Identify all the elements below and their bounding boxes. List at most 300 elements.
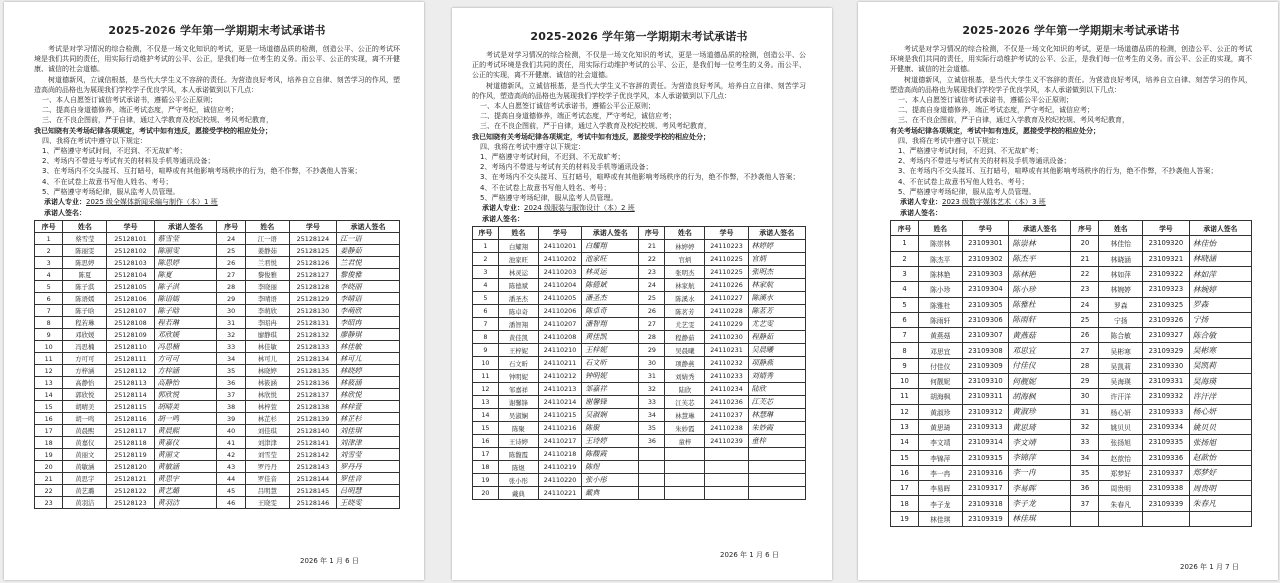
- table-cell: 25128111: [107, 353, 154, 365]
- signature-cell: 林如萍: [1189, 266, 1251, 281]
- signature-cell: 林梓萱: [337, 401, 400, 413]
- table-cell: 23109307: [962, 328, 1009, 343]
- signature-cell: 林晓婷: [337, 365, 400, 377]
- table-row: [35, 305, 400, 317]
- table-row: [891, 251, 1252, 266]
- signature-cell: 潘智翔: [582, 318, 639, 331]
- signature-cell: 杨心妍: [1189, 404, 1251, 419]
- signature-cell: 陈子淇: [154, 281, 217, 293]
- table-cell: 33: [1071, 435, 1099, 450]
- table-cell: 陈杰平: [919, 251, 963, 266]
- table-cell: 26: [1071, 328, 1099, 343]
- table-cell: 8: [473, 331, 499, 344]
- table-cell: 姜静茹: [245, 245, 289, 257]
- table-row: [891, 389, 1252, 404]
- table-cell: 林可儿: [245, 353, 289, 365]
- table-cell: 蔡雪莹: [63, 233, 107, 245]
- discipline-warning: 我已知晓有关考场纪律各项规定，考试中如有违反，愿接受学校的相应处分；: [472, 132, 710, 141]
- table-cell: [1099, 511, 1143, 526]
- table-cell: 8: [35, 317, 63, 329]
- table-cell: 27: [1071, 343, 1099, 358]
- table-row: [473, 448, 806, 461]
- table-cell: 30: [1071, 389, 1099, 404]
- signature-cell: 陈夏: [154, 269, 217, 281]
- rules-heading: 四、我将在考试中遵守以下规定：: [42, 136, 147, 145]
- table-cell: [639, 487, 665, 500]
- table-row: [891, 419, 1252, 434]
- table-row: [35, 365, 400, 377]
- table-cell: 戴典: [498, 487, 538, 500]
- table-cell: 24110211: [539, 357, 582, 370]
- signature-cell: 王梓妮: [582, 344, 639, 357]
- signature-cell: 付佳仪: [1009, 358, 1071, 373]
- table-cell: 24110234: [705, 383, 748, 396]
- table-cell: 林慧琳: [665, 409, 705, 422]
- column-header: 承诺人签名: [748, 227, 805, 240]
- rule-item: 1、严格遵守考试时间，不迟到、不无故旷考；: [480, 153, 625, 162]
- document-title: 2025-2026 学年第一学期期末考试承诺书: [962, 24, 1180, 37]
- table-cell: 7: [35, 305, 63, 317]
- table-row: [891, 358, 1252, 373]
- table-cell: 23109323: [1143, 282, 1190, 297]
- table-cell: 29: [1071, 374, 1099, 389]
- table-cell: 高静怡: [63, 377, 107, 389]
- table-row: [891, 282, 1252, 297]
- table-cell: 25128122: [107, 485, 154, 497]
- signature-cell: 吴晨曦: [748, 344, 805, 357]
- table-cell: 赵歆怡: [1099, 450, 1143, 465]
- table-cell: 陈小珍: [919, 282, 963, 297]
- table-cell: 23109336: [1143, 450, 1190, 465]
- table-row: [891, 343, 1252, 358]
- signature-cell: 李文靖: [1009, 435, 1071, 450]
- signature-cell: 白耀翔: [582, 240, 639, 253]
- table-cell: 6: [891, 312, 919, 327]
- column-header: 序号: [639, 227, 665, 240]
- signature-cell: 廖静琪: [337, 329, 400, 341]
- commitment-sheet-2: [452, 8, 832, 580]
- table-cell: 郑梦好: [1099, 465, 1143, 480]
- table-cell: 23109308: [962, 343, 1009, 358]
- table-cell: 36: [1071, 481, 1099, 496]
- signature-cell: 黄艺璐: [154, 485, 217, 497]
- signature-label: 承诺人签名：: [44, 209, 86, 218]
- table-cell: 陆欣: [665, 383, 705, 396]
- table-cell: 34: [639, 409, 665, 422]
- rule-item: 1、严格遵守考试时间，不迟到、不无故旷考；: [898, 147, 1043, 156]
- table-cell: 陈夏: [63, 269, 107, 281]
- table-cell: 6: [473, 305, 499, 318]
- table-cell: 吴晨曦: [665, 344, 705, 357]
- rule-item: 3、在考场内不交头接耳、互打暗号，喧哗或有其他影响考场秩序的行为，绝不作弊，不抄袭他人答案；: [898, 167, 1218, 176]
- table-cell: 谢馨锋: [498, 396, 538, 409]
- table-cell: 19: [35, 449, 63, 461]
- signature-cell: 方可可: [154, 353, 217, 365]
- table-cell: 24110226: [705, 279, 748, 292]
- signature-cell: 钟明妮: [582, 370, 639, 383]
- table-cell: 25128107: [107, 305, 154, 317]
- table-cell: 24110227: [705, 292, 748, 305]
- table-cell: 25128125: [289, 245, 336, 257]
- signature-cell: 黄燕菇: [1009, 328, 1071, 343]
- table-cell: 陈聚: [498, 422, 538, 435]
- table-cell: 23109329: [1143, 343, 1190, 358]
- table-cell: 25128143: [289, 461, 336, 473]
- table-cell: 24110220: [539, 474, 582, 487]
- table-cell: 23109325: [1143, 297, 1190, 312]
- rules-heading: 四、我将在考试中遵守以下规定：: [480, 142, 585, 151]
- signature-cell: [1189, 511, 1251, 526]
- table-row: [35, 269, 400, 281]
- table-row: [473, 370, 806, 383]
- table-cell: 30: [639, 357, 665, 370]
- table-cell: 23109306: [962, 312, 1009, 327]
- rule-item: 5、严格遵守考场纪律，服从监考人员管理。: [42, 187, 180, 196]
- signature-cell: 林晓涵: [1189, 251, 1251, 266]
- table-row: [473, 344, 806, 357]
- signature-cell: 陈丽雯: [154, 245, 217, 257]
- table-cell: 26: [639, 305, 665, 318]
- signature-cell: 宁扬: [1189, 312, 1251, 327]
- signature-cell: 陈语嫣: [154, 293, 217, 305]
- table-cell: 陈子淇: [63, 281, 107, 293]
- table-cell: 3: [35, 257, 63, 269]
- table-cell: 23: [35, 497, 63, 509]
- signature-cell: 李易晖: [1009, 481, 1071, 496]
- table-cell: 黄淑珍: [919, 404, 963, 419]
- table-cell: 黄羽洁: [63, 497, 107, 509]
- table-cell: 18: [891, 496, 919, 511]
- table-cell: 24110238: [705, 422, 748, 435]
- table-cell: 潘圣杰: [498, 292, 538, 305]
- table-cell: [665, 448, 705, 461]
- table-cell: 24110225: [705, 253, 748, 266]
- signature-cell: 陈馥霞: [582, 448, 639, 461]
- table-cell: 23109301: [962, 236, 1009, 251]
- table-cell: [665, 461, 705, 474]
- table-cell: 25128133: [289, 341, 336, 353]
- table-cell: 黄敏涵: [63, 461, 107, 473]
- column-header: 序号: [891, 221, 919, 236]
- column-header: 学号: [107, 221, 154, 233]
- table-cell: 25128112: [107, 365, 154, 377]
- table-cell: 许汗洋: [1099, 389, 1143, 404]
- major-label: 承诺人专业：: [44, 198, 86, 207]
- signature-cell: 方梓涵: [154, 365, 217, 377]
- table-cell: 24110207: [539, 318, 582, 331]
- rule-item: 3、在考场内不交头接耳、互打暗号，喧哗或有其他影响考场秩序的行为，绝不作弊，不抄袭他人答案；: [42, 167, 362, 176]
- table-cell: 陈德斌: [498, 279, 538, 292]
- column-header: 序号: [1071, 221, 1099, 236]
- table-cell: 7: [473, 318, 499, 331]
- signature-cell: 戴典: [582, 487, 639, 500]
- table-cell: 38: [217, 401, 245, 413]
- commitment-item: 一、本人自愿签订诚信考试承诺书，遵循公平公正原则；: [42, 96, 217, 105]
- major-value: 2024 级服装与服饰设计（本）2 班: [524, 204, 635, 213]
- signature-cell: 李萌欣: [337, 305, 400, 317]
- table-cell: 林芷杉: [245, 413, 289, 425]
- table-cell: 冯思楠: [63, 341, 107, 353]
- table-cell: 周贵明: [1099, 481, 1143, 496]
- signature-cell: 吴淑娴: [582, 409, 639, 422]
- table-cell: 16: [473, 435, 499, 448]
- table-cell: 31: [217, 317, 245, 329]
- signature-cell: 林可儿: [337, 353, 400, 365]
- table-cell: 张扬旭: [1099, 435, 1143, 450]
- signature-cell: 陈合敏: [1189, 328, 1251, 343]
- rule-item: 4、不在试卷上故意书写他人姓名、考号；: [898, 177, 1029, 186]
- table-cell: 25128131: [289, 317, 336, 329]
- rule-item: 1、严格遵守考试时间，不迟到、不无故旷考；: [42, 147, 187, 156]
- table-cell: 林灵运: [498, 266, 538, 279]
- signature-cell: 刘佳琪: [337, 425, 400, 437]
- table-cell: [705, 448, 748, 461]
- table-cell: 邓思宜: [919, 343, 963, 358]
- table-cell: 5: [473, 292, 499, 305]
- table-cell: 李晓丽: [245, 281, 289, 293]
- commitment-item: 二、提高自身道德修养，端正考试态度，严守考纪，诚信应考；: [42, 106, 238, 115]
- signature-cell: 罗丹丹: [337, 461, 400, 473]
- table-row: [35, 341, 400, 353]
- table-cell: 18: [35, 437, 63, 449]
- table-cell: 24110228: [705, 305, 748, 318]
- table-cell: 张明杰: [665, 266, 705, 279]
- table-cell: 25128126: [289, 257, 336, 269]
- table-cell: 25128136: [289, 377, 336, 389]
- signature-cell: 官炳: [748, 253, 805, 266]
- table-cell: 林佳琪: [919, 511, 963, 526]
- table-cell: 23109315: [962, 450, 1009, 465]
- table-row: [473, 318, 806, 331]
- table-cell: 陈崇林: [919, 236, 963, 251]
- table-cell: 19: [473, 474, 499, 487]
- column-header: 姓名: [1099, 221, 1143, 236]
- intro-paragraph: 考试是对学习情况的综合检测，不仅是一场文化知识的考试，更是一场道德品质的检测，创造公平、公正的考试环境是我们共同的责任，用实际行动维护考试的公平、公正，是我们每一位考生的义务。而公平、公正的实现，离不开健康、诚信的社会道德。: [890, 45, 1252, 74]
- sign-date: 2026 年 1 月 7 日: [1180, 563, 1239, 571]
- table-cell: 24: [217, 233, 245, 245]
- table-cell: 10: [891, 374, 919, 389]
- roster-table: [890, 220, 1252, 527]
- table-cell: 5: [35, 281, 63, 293]
- table-row: [891, 435, 1252, 450]
- table-cell: 陈雅杜: [919, 297, 963, 312]
- table-cell: 25128121: [107, 473, 154, 485]
- table-cell: 25128129: [289, 293, 336, 305]
- signature-cell: [748, 487, 805, 500]
- table-row: [35, 317, 400, 329]
- document-title: 2025-2026 学年第一学期期末考试承诺书: [530, 30, 748, 43]
- signature-cell: 朱春凡: [1189, 496, 1251, 511]
- table-cell: 林婷婷: [665, 240, 705, 253]
- table-cell: 40: [217, 425, 245, 437]
- table-cell: 24110204: [539, 279, 582, 292]
- table-cell: 2: [35, 245, 63, 257]
- table-cell: 李锦萍: [919, 450, 963, 465]
- table-cell: 25128102: [107, 245, 154, 257]
- column-header: 承诺人签名: [337, 221, 400, 233]
- table-cell: 24110201: [539, 240, 582, 253]
- table-cell: 张小彤: [498, 474, 538, 487]
- rule-item: 5、严格遵守考场纪律，服从监考人员管理。: [480, 193, 618, 202]
- signature-cell: 项静燕: [748, 357, 805, 370]
- table-cell: 白耀翔: [498, 240, 538, 253]
- table-cell: 10: [473, 357, 499, 370]
- table-row: [891, 266, 1252, 281]
- table-cell: 陈思婷: [63, 257, 107, 269]
- table-cell: 23109317: [962, 481, 1009, 496]
- signature-cell: 林芷杉: [337, 413, 400, 425]
- table-cell: 胡海枫: [919, 389, 963, 404]
- table-cell: 25128104: [107, 269, 154, 281]
- table-cell: 25128139: [289, 413, 336, 425]
- table-cell: 罗丹丹: [245, 461, 289, 473]
- table-row: [35, 293, 400, 305]
- table-cell: 石文昕: [498, 357, 538, 370]
- table-cell: 24110212: [539, 370, 582, 383]
- table-cell: 陈雨轩: [919, 312, 963, 327]
- commitment-item: 三、在不良企图前，严于自律，通过入学教育及校纪校规、考风考纪教育，: [480, 122, 711, 131]
- signature-cell: 童梓: [748, 435, 805, 448]
- table-cell: 潘智翔: [498, 318, 538, 331]
- table-cell: 23109338: [1143, 481, 1190, 496]
- table-cell: 朱妙霞: [665, 422, 705, 435]
- table-cell: 李易晖: [919, 481, 963, 496]
- table-cell: 程静茹: [665, 331, 705, 344]
- table-cell: 江一语: [245, 233, 289, 245]
- table-row: [891, 496, 1252, 511]
- discipline-warning: 有关考场纪律各项规定，考试中如有违反，愿接受学校的相应处分；: [890, 126, 1100, 135]
- table-cell: 19: [891, 511, 919, 526]
- intro-paragraph: 考试是对学习情况的综合检测，不仅是一场文化知识的考试，更是一场道德品质的检测，创造公平、公正的考试环境是我们共同的责任，用实际行动维护考试的公平、公正，是我们每一位考生的义务。而公平、公正的实现，离不开健康、诚信的社会道德。: [472, 51, 806, 80]
- sign-date: 2026 年 1 月 6 日: [300, 557, 359, 565]
- table-cell: 吕明慧: [245, 485, 289, 497]
- table-cell: 李萌欣: [245, 305, 289, 317]
- table-cell: 吴彬寒: [1099, 343, 1143, 358]
- oath-paragraph: 树道德新风，立诚信根基，是当代大学生义不容辞的责任。为营造良好考风，培养自立自律、刻苦学习的作风，塑造高尚的品格也为展现我们学校学子优良学风，本人承诺做到以下几点：: [472, 81, 806, 100]
- table-cell: 23109321: [1143, 251, 1190, 266]
- table-cell: 3: [891, 266, 919, 281]
- table-cell: 23109318: [962, 496, 1009, 511]
- rule-item: 4、不在试卷上故意书写他人姓名、考号；: [42, 177, 173, 186]
- table-cell: 邓欣媛: [63, 329, 107, 341]
- table-cell: 25128108: [107, 317, 154, 329]
- signature-cell: 黄羽洁: [154, 497, 217, 509]
- table-cell: 23109319: [962, 511, 1009, 526]
- table-cell: 23109314: [962, 435, 1009, 450]
- table-cell: 25128140: [289, 425, 336, 437]
- signature-cell: 陈煜: [582, 461, 639, 474]
- signature-cell: 罗佳音: [337, 473, 400, 485]
- column-header: 姓名: [63, 221, 107, 233]
- table-cell: 43: [217, 461, 245, 473]
- table-cell: 24110230: [705, 331, 748, 344]
- table-cell: 1: [473, 240, 499, 253]
- signature-cell: 朱妙霞: [748, 422, 805, 435]
- table-row: [473, 279, 806, 292]
- table-cell: 29: [217, 293, 245, 305]
- table-cell: 刘津津: [245, 437, 289, 449]
- table-cell: 25128115: [107, 401, 154, 413]
- table-cell: 朱春凡: [1099, 496, 1143, 511]
- signature-cell: 陈子晗: [154, 305, 217, 317]
- table-cell: 24110210: [539, 344, 582, 357]
- signature-cell: 黄佳凯: [582, 331, 639, 344]
- table-cell: 25128124: [289, 233, 336, 245]
- table-cell: 陈语嫣: [63, 293, 107, 305]
- table-cell: 17: [35, 425, 63, 437]
- table-cell: 24110218: [539, 448, 582, 461]
- column-header: 姓名: [245, 221, 289, 233]
- table-cell: 23109330: [1143, 358, 1190, 373]
- table-cell: 22: [1071, 266, 1099, 281]
- table-cell: 24110213: [539, 383, 582, 396]
- table-cell: 陈合敏: [1099, 328, 1143, 343]
- table-cell: 25128145: [289, 485, 336, 497]
- signature-cell: 邓欣媛: [154, 329, 217, 341]
- table-cell: 林婉婷: [1099, 282, 1143, 297]
- table-cell: 钟明妮: [498, 370, 538, 383]
- table-cell: 36: [217, 377, 245, 389]
- table-cell: 25128105: [107, 281, 154, 293]
- table-cell: 林晓涵: [1099, 251, 1143, 266]
- signature-cell: 张小彤: [582, 474, 639, 487]
- signature-cell: 黄思宇: [154, 473, 217, 485]
- column-header: 姓名: [919, 221, 963, 236]
- signature-cell: 罗森: [1189, 297, 1251, 312]
- table-cell: 陈子晗: [63, 305, 107, 317]
- major-line: [44, 197, 400, 207]
- signature-cell: 李昭冉: [337, 317, 400, 329]
- table-cell: 24110202: [539, 253, 582, 266]
- table-cell: 36: [639, 435, 665, 448]
- rule-item: 2、考场内不带进与考试有关的材料及手机等通讯设备；: [42, 157, 215, 166]
- table-row: [891, 328, 1252, 343]
- table-cell: 23: [639, 266, 665, 279]
- table-cell: 26: [217, 257, 245, 269]
- table-cell: 24110216: [539, 422, 582, 435]
- signature-cell: 李锦萍: [1009, 450, 1071, 465]
- table-row: [473, 266, 806, 279]
- table-cell: 王诗婷: [498, 435, 538, 448]
- table-cell: [639, 474, 665, 487]
- table-cell: 陈卓奇: [498, 305, 538, 318]
- table-cell: 25: [1071, 312, 1099, 327]
- table-cell: 尤艺雯: [665, 318, 705, 331]
- table-cell: [705, 461, 748, 474]
- signature-cell: 林佳敏: [337, 341, 400, 353]
- table-cell: 35: [639, 422, 665, 435]
- signature-cell: 吴凯莉: [1189, 358, 1251, 373]
- column-header: 承诺人签名: [582, 227, 639, 240]
- table-cell: 24110239: [705, 435, 748, 448]
- table-cell: [639, 448, 665, 461]
- signature-cell: 林慧琳: [748, 409, 805, 422]
- major-value: 2023 级数字媒体艺术（本）3 班: [942, 198, 1046, 207]
- table-cell: 23109310: [962, 374, 1009, 389]
- table-cell: 35: [217, 365, 245, 377]
- table-row: [35, 257, 400, 269]
- major-line: [900, 197, 1252, 207]
- signature-cell: 陈德斌: [582, 279, 639, 292]
- major-label: 承诺人专业：: [900, 198, 942, 207]
- table-row: [35, 449, 400, 461]
- table-cell: 24110223: [705, 240, 748, 253]
- signature-cell: 胡海枫: [1009, 389, 1071, 404]
- table-cell: 4: [891, 282, 919, 297]
- table-cell: 刘婧秀: [665, 370, 705, 383]
- table-cell: 44: [217, 473, 245, 485]
- column-header: 承诺人签名: [1189, 221, 1251, 236]
